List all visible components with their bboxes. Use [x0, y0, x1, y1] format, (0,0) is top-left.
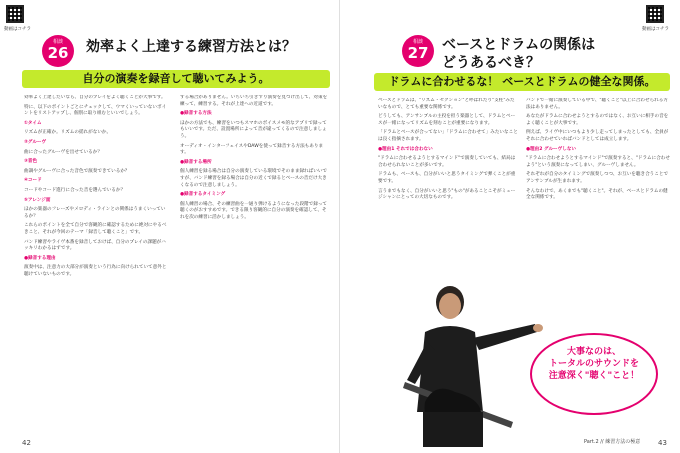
paragraph: ③音色 — [24, 159, 38, 165]
paragraph: ①タイム — [24, 120, 42, 126]
badge-number: 27 — [407, 44, 429, 62]
bubble-line-3: 注意深く"聴く"こと！ — [548, 371, 640, 381]
consultation-badge — [42, 35, 74, 67]
paragraph: それぞれが自分のタイミングで演奏しつつ、お互いを聴き合うことでアンサンブルが生まれます。 — [526, 172, 669, 184]
badge-label: 相談 — [52, 39, 63, 45]
paragraph: 個人練習を録る場合は自分の演奏している環境でそのまま録ればいいですが、バンド練習を録る場合は自分の近くで録るとベースの音だけ大きくなるので注意しましょう。 — [180, 169, 328, 188]
paragraph: 例えば、ライヴ中にいつもより少し走ってしまったとしても、全員がそれに合わせていればバンドとしては成立します。 — [526, 130, 669, 142]
paragraph: ②グルーヴ — [24, 139, 47, 145]
paragraph: 曲調やグルーヴに合った音色で演奏できているか？ — [24, 168, 130, 174]
page-title-line-2: どうあるべき？ — [442, 55, 540, 71]
paragraph: "ドラムに合わせようとするマインド"で演奏すると、"ドラムに合わせよう"という演奏になってしまい、グルーヴしません。 — [526, 156, 670, 168]
part-label: Part.2 // 練習方法の極意 — [584, 439, 641, 445]
paragraph: リズムが正確か。リズムの揺れがないか。 — [24, 130, 112, 136]
badge-number: 26 — [47, 44, 69, 62]
paragraph: ●理由2 グルーヴしない — [526, 146, 577, 152]
badge-label: 相談 — [412, 39, 423, 45]
paragraph: ⑤アレンジ面 — [24, 197, 51, 203]
paragraph: 曲に合ったグルーヴを出せているか？ — [24, 149, 102, 155]
paragraph: 演奏中は、注意力の大部分が演奏という行為に向けられていて意外と聴けていないものです。 — [24, 265, 167, 277]
paragraph: これらのポイントを全て自分で客観的に確認するために絶対にやるべきこと、それが今回のテーマ「録音して聴くこと」です。 — [24, 223, 167, 235]
banner-text: 自分の演奏を録音して聴いてみよう。 — [82, 72, 270, 85]
text-column-2 — [180, 95, 330, 430]
paragraph: どうしても、アンサンブルの主役を担う楽器として、ドラムとベースが一緒になってリズムを刻むことが重要になります。 — [378, 114, 516, 126]
page-number: 42 — [22, 439, 31, 447]
page-title: 効率よく上達する練習方法とは？ — [86, 39, 296, 55]
paragraph: ベースとドラムは、"リズム・セクション"と呼ばれたり"支柱"みたいなもので、とても重要な関係です。 — [378, 98, 515, 110]
paragraph: あなたがドラムに合わせようとするのではなく、お互いに相手の音をよく聴くことが大事です。 — [526, 114, 669, 126]
bubble-line-1: 大事なのは、 — [566, 347, 621, 357]
paragraph: バンド練習やライヴ本番を録音しておけば、自分のプレイの課題がハッキリわかるはずです。 — [24, 239, 166, 252]
paragraph: 効率よく上達したいなら、自分のプレイをよく聴くことが大事です。 — [24, 95, 166, 100]
page-number: 43 — [658, 439, 667, 447]
paragraph: ④コード — [24, 178, 42, 184]
paragraph: ●録音する方法 — [180, 111, 212, 117]
paragraph: オーディオ・インターフェイスやDAWを使って録音する方法もあります。 — [180, 143, 324, 156]
bubble-line-2: トータルのサウンドを — [548, 359, 639, 369]
paragraph: 「ドラムとベースが合ってない」「ドラムに合わせて」みたいなことは良く指摘されます。 — [378, 130, 518, 142]
paragraph: ●理由1 それでは合わない — [378, 146, 433, 152]
paragraph: "ドラムに合わせるようとするマインド"で演奏していても、結局は合わせられないことが多いです。 — [378, 156, 516, 168]
paragraph: 言うまでもなく、自分がいいと思う"もの"があることこそがミュージシャンにとっての大切なものです。 — [378, 188, 516, 201]
qr-label: 動画はコチラ — [642, 27, 669, 32]
paragraph: コードやコード進行に合った音を選んでいるか？ — [24, 187, 126, 193]
headline-banner — [374, 73, 670, 91]
banner-text: ドラムに合わせるな！ ベースとドラムの健全な関係。 — [388, 75, 656, 88]
paragraph: ほかの楽器のフレーズやメロディ・ラインとの関係はうまくいっているか？ — [24, 207, 166, 219]
paragraph: 特に、以下のポイントごとにチェックして、ウマくいっていないポイントをリストアップし、個別に取り組むといいでしょう。 — [24, 104, 167, 117]
page-title-line-1: ベースとドラムの関係は — [442, 37, 596, 53]
paragraph: ●録音する理由 — [24, 255, 56, 261]
qr-code-icon[interactable] — [6, 5, 24, 23]
paragraph: 個人練習の場合、その練習曲を一通り弾けるようになった段階で録って聴くのがおすすめです。できる限り客観的に自分の演奏を確認して、それを次の練習に活かしましょう。 — [180, 201, 328, 220]
text-column-1 — [24, 95, 170, 430]
paragraph: そんなわけで、あくまでも"聴くこと"。それが、ベースとドラムの健全な関係です。 — [526, 188, 668, 201]
speech-bubble — [530, 333, 658, 415]
paragraph: する場合がありません。いちいち引きずり演奏を見つけ出して、対策を練って、練習する。それが上達への近道です。 — [180, 95, 328, 107]
qr-code-icon[interactable] — [646, 5, 664, 23]
paragraph: ●録音するタイミング — [180, 192, 226, 198]
paragraph: バンドで一緒に演奏している中で、"聴くこと"以上に合わせられる方法はありません。 — [526, 98, 668, 110]
paragraph: ●録音する場所 — [180, 159, 212, 165]
paragraph: ドラムも、ベースも、自分がいいと思うタイミングで弾くことが重要です。 — [378, 172, 516, 184]
consultation-badge — [402, 35, 434, 67]
paragraph: ほかの方法でも、練習をいつもスマホのボイスメモ的なアプリで録ってもいいです。ただ、設置場所によって音が違ってくるので注意しましょう。 — [180, 120, 327, 139]
text-column-2 — [526, 98, 670, 328]
headline-banner — [22, 70, 330, 88]
bassist-photo — [395, 262, 545, 447]
qr-label: 動画はコチラ — [4, 27, 31, 32]
